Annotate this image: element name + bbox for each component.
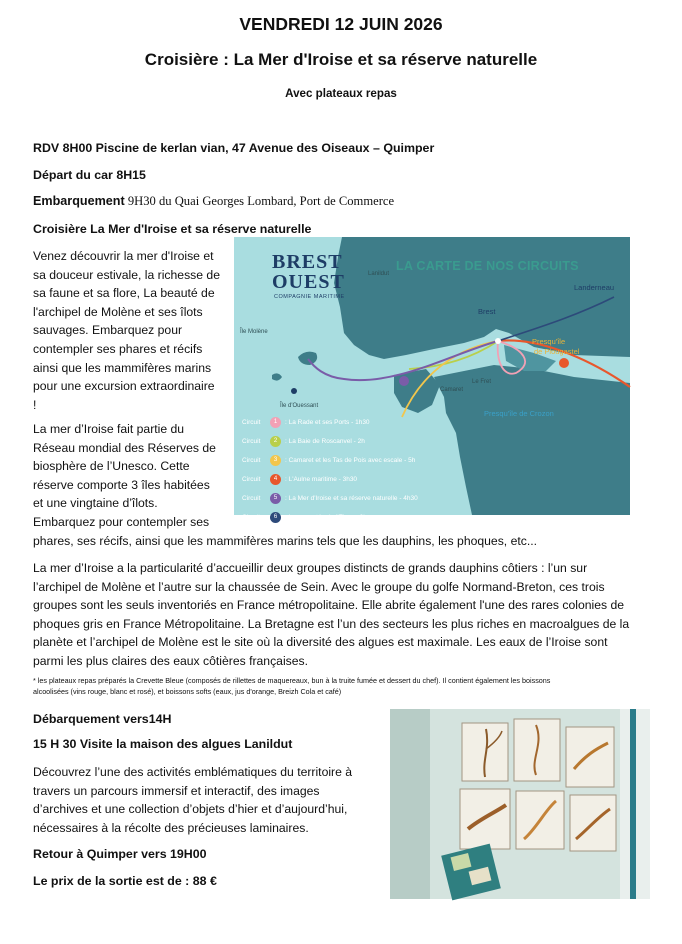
text-line: groupes sont les seuls inventoriés en France métropolitaine. Elle abrite également l'une des rares colonies de (33, 598, 625, 613)
legend-circuit-label: Circuit (242, 419, 261, 426)
place-ouessant: Île d'Ouessant (280, 403, 319, 409)
legend-text: : La Mer d'Iroise et sa réserve naturelle - 4h30 (285, 495, 418, 502)
embarquement-label: Embarquement (33, 194, 125, 208)
lighthouse-marker (291, 388, 297, 394)
text-line: Venez découvrir la mer d'Iroise et (33, 249, 214, 263)
place-landerneau: Landerneau (574, 283, 615, 292)
debarquement-line: Débarquement vers14H (33, 712, 172, 726)
island-small (272, 373, 282, 380)
text-line: phoques gris en France Métropolitaine. La Bretagne est l’un des secteurs les plus riches en macroalgues de la (33, 616, 630, 631)
brest-ouest-logo (264, 251, 364, 309)
text-line: l’archipel de Molène et l’autre sur la chaussée de Sein. Avec le groupe du golfe Normand-Breton, ces trois (33, 579, 605, 594)
depart-line: Départ du car 8H15 (33, 168, 146, 182)
text-line: parmi les plus claires des eaux côtières françaises. (33, 653, 309, 668)
place-crozon: Presqu'île de Crozon (484, 409, 554, 418)
legend-circuit-label: Circuit (242, 476, 261, 483)
logo-line-2: OUEST (272, 271, 345, 293)
photo-graphic (390, 709, 650, 899)
text-line: sa douceur estivale, la richesse de (33, 267, 220, 282)
legend-circuit-label: Circuit (242, 514, 261, 521)
legend-circuit-label: Circuit (242, 495, 261, 502)
legend-number: 5 (270, 493, 281, 504)
text-line: alcoolisées (vins rouge, blanc et rosé), et boissons softs (eaux, jus d'orange, Breizh Cola et café) (33, 687, 342, 696)
prix-line: Le prix de la sortie est de : 88 € (33, 874, 217, 888)
embarquement-line (33, 194, 394, 209)
place-molene: Île Molène (240, 329, 268, 335)
route-marker-4 (559, 358, 569, 368)
page-subtitle: Avec plateaux repas (285, 87, 397, 100)
dolphins-paragraph (33, 559, 653, 671)
legend-text: : La Baie de Roscanvel - 2h (285, 438, 365, 445)
legend-number: 6 (270, 512, 281, 523)
legend-text: : Camaret et les Tas de Pois avec escale - 5h (285, 457, 416, 464)
text-line: planète et l’archipel de Molène est le site où la diversité des algues est maximale. Les eaux de l’Iroise sont (33, 635, 608, 650)
brest-port-marker (495, 338, 501, 344)
text-line: pour une excursion extraordinaire (33, 379, 215, 394)
map-legend (242, 415, 418, 529)
text-line: Réseau mondial des Réserves de (33, 440, 216, 455)
text-line: l'archipel de Molène et ses îlots (33, 304, 203, 319)
legend-row (242, 434, 418, 449)
text-line: d’archives et une collection d’objets d’hier et d’aujourd’hui, (33, 802, 348, 817)
place-plougastel-1: Presqu'île (532, 337, 566, 346)
text-line: * les plateaux repas préparés la Crevette Bleue (composés de rillettes de maquereaux, bun à la truite fumée et dessert du chef). Il contient également les boissons (33, 676, 551, 685)
legend-row (242, 491, 418, 506)
text-line: ! (33, 397, 37, 412)
page-date: VENDREDI 12 JUIN 2026 (239, 14, 443, 34)
legend-number: 2 (270, 436, 281, 447)
intro-paragraph-1 (33, 247, 233, 414)
legend-text: : L'Aulne maritime - 3h30 (285, 476, 358, 483)
text-line: phares, ses récifs, ainsi que les mammifères marins tels que les dauphins, les phoques, etc... (33, 533, 537, 548)
page-title: Croisière : La Mer d'Iroise et sa réserve naturelle (144, 50, 538, 69)
map-title: LA CARTE DE NOS CIRCUITS (396, 259, 579, 273)
legend-number: 3 (270, 455, 281, 466)
algae-museum-photo (390, 709, 650, 899)
island-molene (298, 352, 317, 365)
text-line: travers un parcours immersif et interactif, des images (33, 783, 320, 798)
text-line: nécessaires à la récolte des précieuses laminaires. (33, 820, 309, 835)
logo-line-3: COMPAGNIE MARITIME (274, 294, 345, 300)
place-lanildut: Lanildut (368, 271, 390, 277)
place-camaret: Camaret (440, 387, 464, 393)
legend-circuit-label: Circuit (242, 438, 261, 445)
rdv-line: RDV 8H00 Piscine de kerlan vian, 47 Avenue des Oiseaux – Quimper (33, 141, 435, 155)
text-line: ainsi que les mammifères marins (33, 360, 212, 375)
footnote (33, 675, 663, 697)
text-line: biosphère de l’Unesco. Cette (33, 459, 190, 474)
visite-line: 15 H 30 Visite la maison des algues Lanildut (33, 737, 293, 751)
text-line: contempler ses phares et récifs (33, 341, 203, 356)
route-marker-5 (399, 376, 409, 386)
legend-row (242, 415, 418, 430)
land-south (434, 365, 630, 515)
text-line: réserve comporte 3 îles habitées (33, 477, 210, 492)
retour-line: Retour à Quimper vers 19H00 (33, 847, 207, 861)
legend-text: : La Rade et ses Ports - 1h30 (285, 419, 370, 426)
land-north (334, 237, 630, 359)
croisiere-heading: Croisière La Mer d'Iroise et sa réserve naturelle (33, 222, 312, 236)
legend-row (242, 453, 418, 468)
text-line: Découvrez l’une des activités emblématiques du territoire à (33, 765, 353, 779)
visite-description (33, 763, 383, 837)
text-line: La mer d’Iroise fait partie du (33, 422, 185, 436)
place-plougastel-2: de Plougastel (534, 347, 580, 356)
legend-row (242, 472, 418, 487)
legend-text: : La remontée de l'Elorn - 3h (285, 514, 367, 521)
place-brest: Brest (478, 307, 496, 316)
legend-circuit-label: Circuit (242, 457, 261, 464)
embarquement-detail: 9H30 du Quai Georges Lombard, Port de Commerce (124, 194, 395, 208)
text-line: et une vingtaine d’îlots. (33, 496, 158, 511)
text-line: sauvages. Embarquez pour (33, 323, 183, 338)
text-line: La mer d’Iroise a la particularité d’accueillir deux groupes distincts de grands dauphins côtiers : l’un sur (33, 561, 588, 575)
circuits-map (234, 237, 630, 521)
text-line: sa faune et sa flore, La beauté de (33, 286, 215, 301)
text-line: Embarquez pour contempler ses (33, 514, 210, 529)
legend-number: 4 (270, 474, 281, 485)
legend-number: 1 (270, 417, 281, 428)
place-lefret: Le Fret (472, 379, 492, 385)
legend-row (242, 510, 418, 525)
logo-line-1: BREST (272, 251, 343, 273)
